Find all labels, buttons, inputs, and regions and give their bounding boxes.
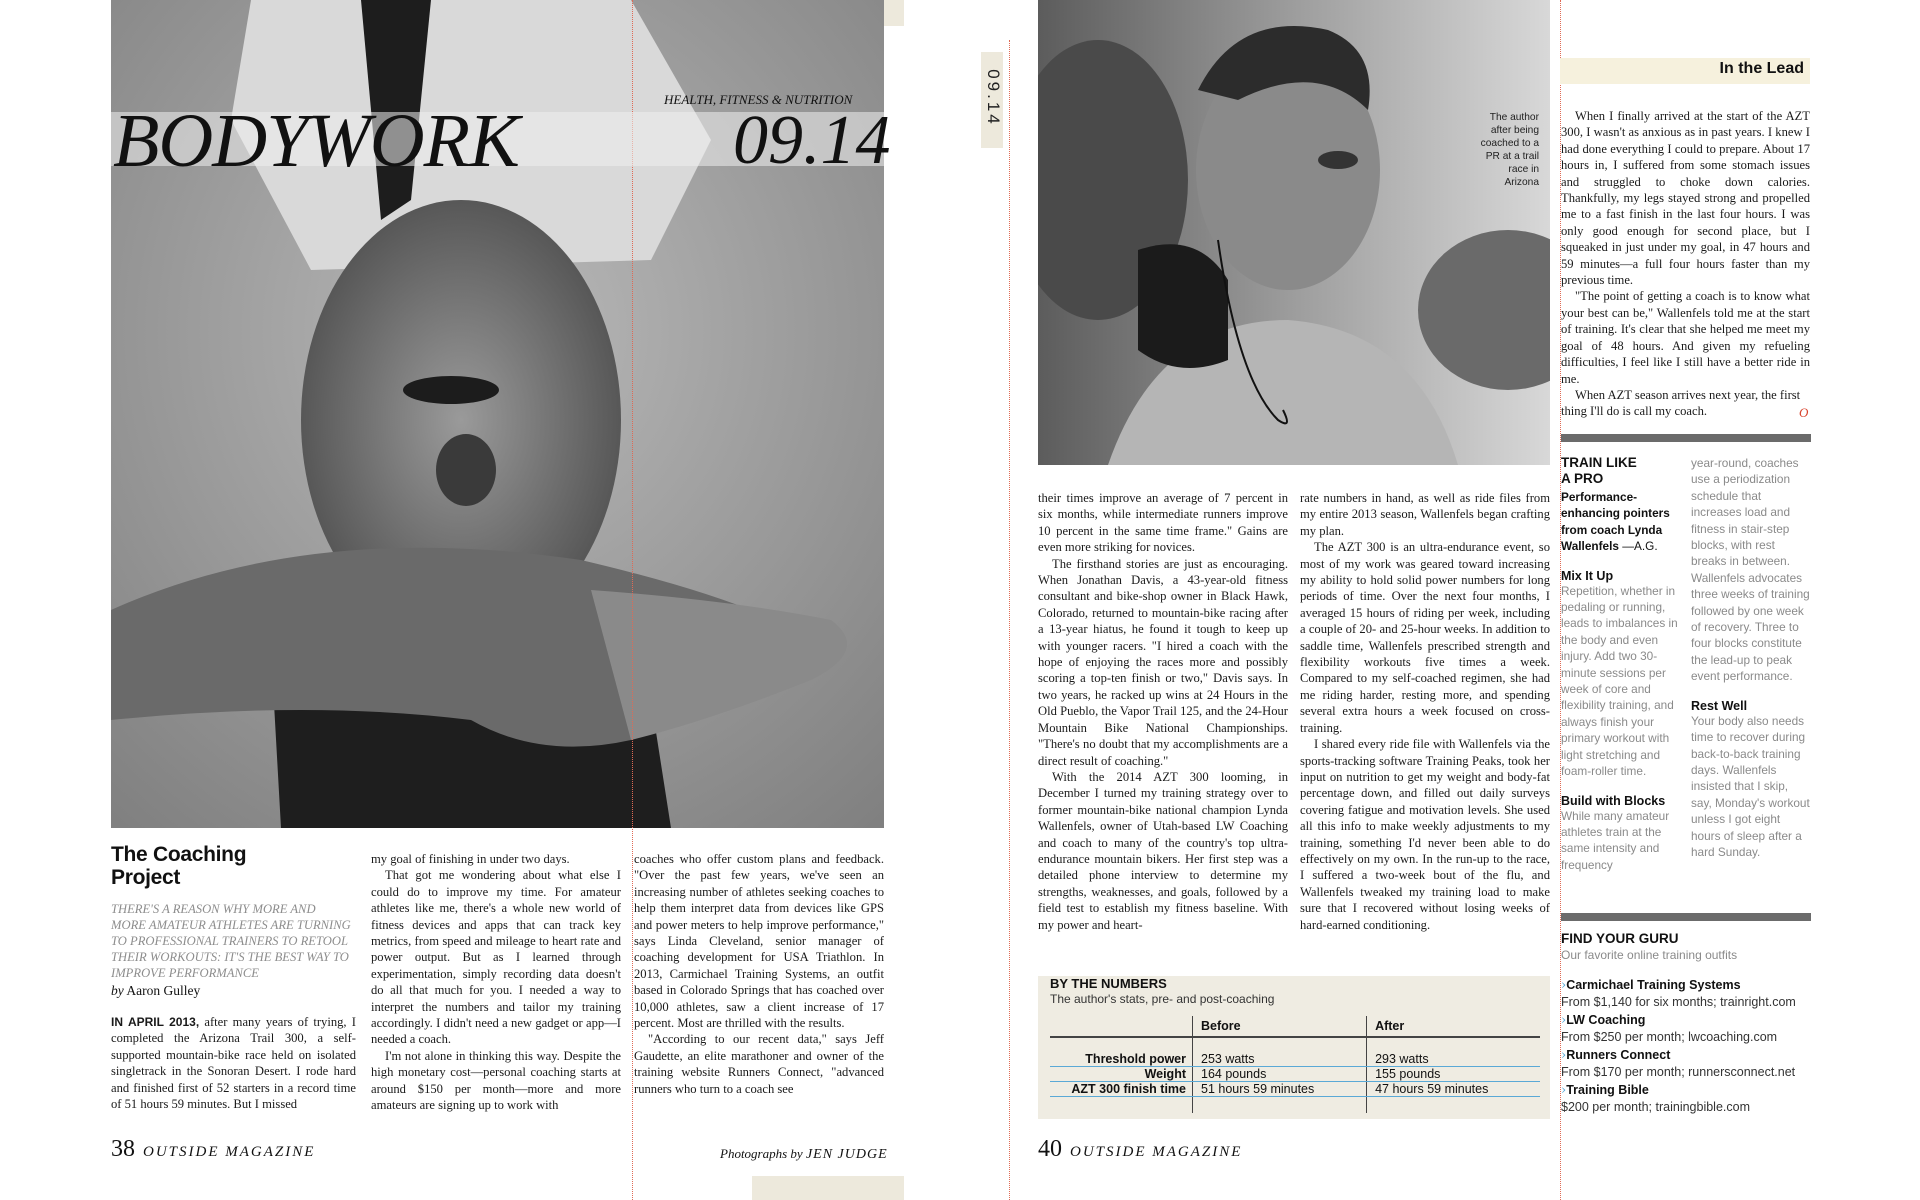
deck: THERE'S A REASON WHY MORE AND MORE AMATEUR ATHLETES ARE TURNING TO PROFESSIONAL TRAINERS TO RETOOL THEIR WORKOUTS: IT'S THE BEST WAY TO IMPROVE PERFORMANCE (111, 902, 351, 980)
numbers-header-row (1050, 1016, 1540, 1037)
table-row (1050, 1037, 1540, 1052)
guru-detail: From $1,140 for six months; trainright.com (1561, 995, 1796, 1009)
table-row (1050, 1082, 1540, 1097)
arrow-icon: › (1561, 1013, 1567, 1028)
arrow-icon: › (1561, 1048, 1567, 1063)
list-item (1561, 1011, 1811, 1045)
in-the-lead-label: In the Lead (1719, 60, 1804, 77)
guru-detail: $200 per month; trainingbible.com (1561, 1100, 1751, 1114)
col3-p2: "According to our recent data," says Jeff Gaudette, an elite marathoner and owner of the training website Runners Connect, "advanced runners who turn to a coach see (634, 1032, 884, 1096)
guru-subtitle: Our favorite online training outfits (1561, 948, 1738, 962)
train-sidebar-col1 (1561, 455, 1687, 873)
col2-p2: That got me wondering about what else I could do to improve my time. For amateur athletes like me, there's a whole new world of fitness devices and apps that can track key metrics, from speed and mileage to heart rate and power output. But as I learned through experimentation, simply recording data doesn't do all that much for you. I needed a way to interpret the numbers and tailor my training accordingly. I didn't need a new gadget or app—I needed a coach. (371, 868, 621, 1047)
list-item (1561, 1081, 1811, 1115)
table-row (1050, 1052, 1540, 1067)
headline (111, 843, 246, 889)
list-item (1561, 976, 1811, 1010)
numbers-subtitle: The author's stats, pre- and post-coaching (1050, 992, 1275, 1006)
train-sidebar-col2 (1691, 455, 1811, 860)
headline-line2: Project (111, 866, 181, 889)
r-col1-p2: The firsthand stories are just as encouraging. When Jonathan Davis, a 43-year-old fitness consultant and bike-shop owner in Black Hawk, Colorado, returned to mountain-bike racing after a 13-year hiatus, he found it tough to keep up with younger racers. "I hired a coach with the hope of enjoying the races more and possibly scoring a top-ten finish or two," Davis says. In two years, he racked up wins at 24 Hours in the Old Pueblo, the Vapor Trail 125, and the 24-Hour Mountain Bike National Championships. "There's no doubt that my accomplishments are a direct result of coaching." (1038, 556, 1288, 768)
author-photo-illustration (1038, 0, 1550, 465)
left-folio-title: OUTSIDE MAGAZINE (143, 1144, 316, 1160)
issue-date: 09.14 (733, 102, 891, 179)
row-before: 51 hours 59 minutes (1193, 1082, 1367, 1097)
r-col2-p1: rate numbers in hand, as well as ride files from my entire 2013 season, Wallenfels began crafting my plan. (1300, 491, 1550, 538)
train-title (1561, 455, 1687, 487)
numbers-title: BY THE NUMBERS (1050, 976, 1167, 991)
table-row (1050, 1067, 1540, 1082)
vertical-date: 09.14 (984, 69, 1003, 127)
row-after: 47 hours 59 minutes (1367, 1082, 1540, 1097)
tip2-cont: year-round, coaches use a periodization schedule that increases load and fitness in stair-step blocks, with rest breaks in between. Wallenfels advocates three weeks of training followed by one week of recovery. Three to four blocks constitute the lead-up to peak event performance. (1691, 456, 1810, 684)
right-folio-title: OUTSIDE MAGAZINE (1070, 1144, 1243, 1160)
right-folio-number: 40 (1038, 1136, 1062, 1162)
col2-p1: my goal of finishing in under two days. (371, 852, 570, 866)
r-col1-p1: their times improve an average of 7 percent in six months, while intermediate runners improve 10 percent in the same time frame." Gains are even more striking for novices. (1038, 491, 1288, 555)
right-column-2 (1300, 490, 1550, 933)
guru-list (1561, 976, 1811, 1115)
row-after: 293 watts (1367, 1052, 1540, 1067)
section-subtitle: HEALTH, FITNESS & NUTRITION (664, 92, 853, 107)
row-before: 164 pounds (1193, 1067, 1367, 1082)
row-label: AZT 300 finish time (1050, 1082, 1193, 1097)
left-column-2 (371, 851, 621, 1114)
left-column-1 (111, 1014, 356, 1112)
r-col3-p2: "The point of getting a coach is to know what your best can be," Wallenfels told me at the start of training. It's clear that she helped me meet my goal of 48 hours. And given my refueling difficulties, I feel like I still have a better ride in me. (1561, 289, 1810, 386)
byline-prefix: by (111, 983, 124, 998)
col-after-header: After (1367, 1016, 1540, 1037)
tip3-text: Your body also needs time to recover during back-to-back training days. Wallenfels insisted that I skip, say, Monday's workout unless I got eight hours of sleep after a hard Sunday. (1691, 713, 1810, 859)
photo-credit-prefix: Photographs by (720, 1146, 803, 1161)
table-row (1050, 1097, 1540, 1114)
tip1-title: Mix It Up (1561, 568, 1614, 583)
center-guide-line (1009, 40, 1010, 1200)
train-intro (1561, 489, 1687, 555)
guru-sidebar-rule (1561, 913, 1811, 921)
drop-lead: IN APRIL 2013, (111, 1015, 200, 1029)
photo-caption: The author after being coached to a PR at a trail race in Arizona (1480, 112, 1539, 188)
train-intro-sig: —A.G. (1622, 539, 1658, 554)
guru-title: FIND YOUR GURU (1561, 931, 1679, 946)
tip1-text: Repetition, whether in pedaling or running, leads to imbalances in the body and even injury. Add two 30-minute sessions per week of core and flexibility training, and always finish your primary workout with light stretching and foam-roller time. (1561, 583, 1678, 779)
end-mark: O (1799, 405, 1809, 420)
r-col1-p3: With the 2014 AZT 300 looming, in December I turned my training strategy over to former mountain-bike national champion Lynda Wallenfels, owner of Utah-based LW Coaching and coach to many of the country's top ultra-endurance mountain bikers. Her first step was a detailed phone interview to determine my strengths, weaknesses, and goals, followed by a field test to establish my fitness baseline. With my power and heart- (1038, 769, 1288, 932)
r-col2-p3: I shared every ride file with Wallenfels via the sports-tracking software Training Peaks, took her input on nutrition to get my weight and body-fat percentage down, and filled out daily surveys covering fatigue and motivation levels. She used all this info to make weekly adjustments to my training, something I'd never been able to do effectively on my own. In the run-up to the race, I suffered a two-week bout of the flu, and Wallenfels tweaked my training load to make sure that I recovered without losing weeks of hard-earned conditioning. (1300, 737, 1550, 932)
left-column-3 (634, 851, 884, 1097)
guru-name: Training Bible (1566, 1083, 1649, 1097)
list-item (1561, 1046, 1811, 1080)
guru-sidebar (1561, 931, 1811, 1115)
section-title: BODYWORK (113, 99, 519, 183)
right-column-1 (1038, 490, 1288, 933)
right-folio (1038, 1136, 1242, 1163)
row-before: 253 watts (1193, 1052, 1367, 1067)
headline-line1: The Coaching (111, 843, 247, 866)
tip2-text: While many amateur athletes train at the same intensity and frequency (1561, 808, 1670, 872)
tip2-title: Build with Blocks (1561, 793, 1666, 808)
arrow-icon: › (1561, 1083, 1567, 1098)
col1-text: after many years of trying, I completed the Arizona Trail 300, a self-supported mountain-bike race held on isolated singletrack in the Sonoran Desert. I rode hard and finished first of 52 starters in a record time of 51 hours 59 minutes. But I missed (111, 1015, 356, 1112)
byline-author: Aaron Gulley (126, 983, 201, 998)
left-folio (111, 1136, 315, 1163)
col3-p1: coaches who offer custom plans and feedback. "Over the past few years, we've seen an increasing number of athletes seeking coaches to help them interpret data from devices like GPS and power meters to help improve performance," says Linda Cleveland, senior manager of coaching development for USA Triathlon. In 2013, Carmichael Training Systems, an outfit based in Colorado Springs that has coached over 10,000 athletes, saw a client increase of 17 percent. Most are thrilled with the results. (634, 852, 884, 1031)
numbers-table (1050, 1016, 1540, 1113)
r-col3-p1: When I finally arrived at the start of the AZT 300, I wasn't as anxious as in past years. I knew I had done everything I could to prepare. About 17 hours in, I suffered from some stomach issues and struggled to choke down calories. Thankfully, my legs stayed strong and propelled me to a fast finish in the last four hours. I was only good enough for second place, but I squeaked in just under my goal, in 47 hours and 59 minutes—a full four hours faster than my previous time. (1561, 109, 1810, 288)
arrow-icon: › (1561, 978, 1567, 993)
guru-name: LW Coaching (1566, 1013, 1646, 1027)
photo-credit (720, 1146, 888, 1163)
left-guide-line (632, 0, 633, 1200)
train-title-line1: TRAIN LIKE (1561, 455, 1637, 470)
row-label: Threshold power (1050, 1052, 1193, 1067)
guru-detail: From $170 per month; runnersconnect.net (1561, 1065, 1796, 1079)
col-before-header: Before (1193, 1016, 1367, 1037)
author-photo (1038, 0, 1550, 465)
left-folio-number: 38 (111, 1136, 135, 1162)
guru-name: Runners Connect (1566, 1048, 1671, 1062)
tip3-title: Rest Well (1691, 698, 1748, 713)
guru-name: Carmichael Training Systems (1566, 978, 1741, 992)
r-col2-p2: The AZT 300 is an ultra-endurance event, so most of my work was geared toward increasing my ability to hold solid power numbers for long periods of time. Over the next four months, I averaged 15 hours of riding per week, including a couple of 20- and 25-hour weeks. In addition to saddle time, Wallenfels prescribed strength and flexibility workouts five times a week. Compared to my self-coached regimen, she had me riding harder, resting more, and spending several extra hours a week focused on cross-training. (1300, 540, 1550, 735)
by-the-numbers-box (1038, 976, 1550, 1119)
right-column-3 (1561, 108, 1810, 420)
train-sidebar-rule (1561, 434, 1811, 442)
train-intro-text: Performance-enhancing pointers from coach Lynda Wallenfels (1561, 490, 1670, 554)
train-title-line2: A PRO (1561, 471, 1604, 486)
row-after: 155 pounds (1367, 1067, 1540, 1082)
photo-credit-name: JEN JUDGE (805, 1147, 888, 1162)
byline (111, 983, 200, 999)
r-col3-p3: When AZT season arrives next year, the first thing I'll do is call my coach. (1561, 387, 1801, 419)
guru-detail: From $250 per month; lwcoaching.com (1561, 1030, 1778, 1044)
row-label: Weight (1050, 1067, 1193, 1082)
col2-p3: I'm not alone in thinking this way. Despite the high monetary cost—personal coaching starts at around $150 per month—more and more amateurs are signing up to work with (371, 1048, 621, 1113)
